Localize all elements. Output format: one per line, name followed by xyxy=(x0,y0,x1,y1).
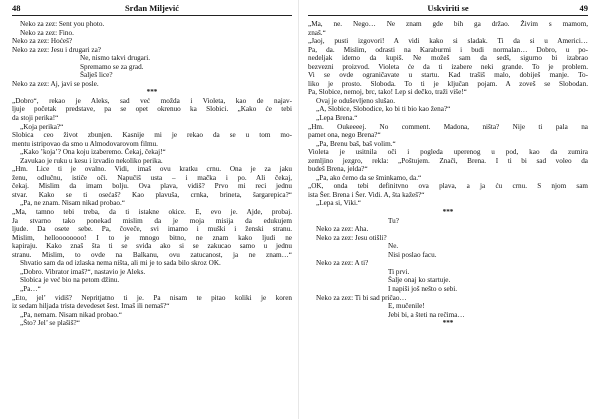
text-line: „A, Slobice, Slobodice, ko bi ti bio kao žena?“ xyxy=(316,105,451,114)
text-line: kapiraju. Kako znaš šta ti se sviđa ako si se zakucao samo u jednu xyxy=(12,242,292,251)
text-line: Shvatio sam da od izlaska nema ništa, ali mi je to sada bilo skroz OK. xyxy=(20,259,221,268)
text-line: Slobica je već bio na petom džinu. xyxy=(20,276,120,285)
text-line: Slobica ceo život zbunjen. Kasnije mi je rekao da se u tom mo- xyxy=(12,131,292,140)
left-page-header xyxy=(12,2,292,14)
text-line: „Dobro“, rekao je Aleks, sad već možda i Violeta, kao de najav- xyxy=(12,96,292,105)
text-line: Neko za zez: Fino. xyxy=(20,28,74,37)
right-page xyxy=(308,0,588,419)
text-line: Mislim, helloooooooo! I to je mnogo bitno, ne znam kako ljudi ne xyxy=(12,233,292,242)
text-line: „OK, onda tebi definitvno ova plava, a ja ću crnu. S njom sam xyxy=(308,182,588,191)
text-line: „Pa, Brenu baš, baš volim.“ xyxy=(316,139,396,148)
text-line: Tu? xyxy=(388,216,399,225)
text-line: iz sedam hiljada trista devedeset šest. Imaš ili nemaš?“ xyxy=(12,302,170,311)
text-line: „Što? Jel’ se plašiš?“ xyxy=(20,319,80,328)
text-line: „Pa, ako ćemo da se šminkamo, da.“ xyxy=(316,173,422,182)
right-page-number: 49 xyxy=(579,3,588,13)
text-line: Vi se ovde ograničavate u startu. Kad trašiš malo, dobiješ manje. To- xyxy=(308,71,588,80)
section-break: *** xyxy=(146,88,158,97)
text-line: Neko za zez: Jesu otišli? xyxy=(316,233,387,242)
text-line: čekaj. Mislim da imam bolju. Ova plava, vidiš? Prvo mi reci jednu xyxy=(12,182,292,191)
text-line: ljude. Da osete sebe. Pa, čoveče, svi imamo i muški i ženski stranu. xyxy=(12,225,292,234)
text-line: Neko za zez: Aha. xyxy=(316,225,369,234)
text-line: Zavukao je ruku u kesu i izvadio nekoliko perika. xyxy=(20,156,163,165)
text-line: da stoji perika!“ xyxy=(12,114,59,123)
text-line: Ovaj je oduševljeno slušao. xyxy=(316,96,396,105)
right-page-text xyxy=(308,20,588,328)
left-page xyxy=(12,0,292,419)
text-line: „Pa, ne znam. Nisam nikad probao.“ xyxy=(20,199,125,208)
page-gutter xyxy=(298,0,299,419)
left-header-rule xyxy=(12,15,292,16)
text-line: „Hm. Lice ti je ovalno. Vidi, imaš ovu kratku crnu. Ona je za jaku xyxy=(12,165,292,174)
text-line: „Koja perika?“ xyxy=(20,122,64,131)
text-line: Ne. xyxy=(388,242,399,251)
text-line: Neko za zez: Hoćeš? xyxy=(12,37,73,46)
text-line: Neko za zez: A ti? xyxy=(316,259,369,268)
text-line: „Lepa si, Viki.“ xyxy=(316,199,361,208)
text-line: „Pa…“ xyxy=(20,284,41,293)
text-line: Neko za zez: Aj, javi se posle. xyxy=(12,79,99,88)
text-line: E, mučenile! xyxy=(388,302,425,311)
right-header-rule xyxy=(308,15,588,16)
text-line: Pa, da. Mislim, odrasti na Karaburmi i budi normalan… Dobro, u po- xyxy=(308,45,588,54)
left-running-head: Srđan Miljević xyxy=(124,3,180,13)
text-line: zemljino jezgro, rekla: „Poštujem. Znači, Brena. I ti bi sad voleo da xyxy=(308,156,588,165)
text-line: „Jaoj, pusti izgovori! A vidi kako si sladak. Ti da si u Americi… xyxy=(308,37,588,46)
text-line: „Kako ’koja’? Ona koju izaberemo. Čekaj, čekaj!“ xyxy=(20,148,166,157)
text-line: stranu. Mislim, to ovde na Balkanu, ovu zatucanost, ja ne znam…“ xyxy=(12,250,292,259)
text-line: Šalje onaj ko startuje. xyxy=(388,276,451,285)
left-page-number: 48 xyxy=(12,3,21,13)
left-page-text xyxy=(12,20,292,328)
text-line: mentu istripovao da smo u Almodovarovom filmu. xyxy=(12,139,158,148)
text-line: „Dobro. Vibrator imaš?“, nastavio je Aleks. xyxy=(20,267,146,276)
text-line: Jebi bi, a šteti na rečima… xyxy=(388,310,465,319)
text-line: Neko za zez: Sent you photo. xyxy=(20,20,105,28)
text-line: Ne, nismo takvi drugari. xyxy=(80,54,151,63)
text-line: Nisi poslao facu. xyxy=(388,250,437,259)
text-line: „Ma, tamno tebi treba, da ti istakne okice. E, evo je. Ajde, probaj. xyxy=(12,208,292,217)
text-line: Šalješ lice? xyxy=(80,71,113,80)
right-running-head: Uskviriti se xyxy=(427,3,469,13)
text-line: ženu, odlučnu, ističe oči. Napučiš usta – i mačka i po. Ali čekaj, xyxy=(12,173,292,182)
text-line: „Lepa Brena.“ xyxy=(316,114,358,123)
text-line: „Eto, jel’ vidiš? Nepritjatno ti je. Pa nisam te pitao koliki je koren xyxy=(12,293,292,302)
text-line: nedeljak idemo da kupiš. Ne možeš sam da sedš, sigurno bi izabrao xyxy=(308,54,588,63)
text-line: bezvezni proizvod. Violeta će da ti izabere neki grande. To je problem. xyxy=(308,62,588,71)
text-line: ista Šer. Brena i Šer. Vidi. A, šta kažeš?“ xyxy=(308,190,425,199)
text-line: Ti prvi. xyxy=(388,267,410,276)
text-line: budeš Brena, jelda?“ xyxy=(308,165,368,174)
text-line: „Ma, ne. Nego… Ne znam gde bih ga držao. Živim s mamom, xyxy=(308,20,588,28)
text-line: Pa, Slobice, nemoj, brc, tako! Lep si dečko, traži više!“ xyxy=(308,88,467,97)
text-line: znaš.“ xyxy=(308,28,326,37)
text-line: „Hm. Oukeeeej. No comment. Madona, ništa? Nije ti pala na xyxy=(308,122,588,131)
text-line: Ja stvarno tako ponekad mislim da je moja misija da edukujem xyxy=(12,216,292,225)
section-break: *** xyxy=(442,208,454,217)
section-break: *** xyxy=(442,319,454,328)
right-page-header xyxy=(308,2,588,14)
text-line: Neko za zez: Ti bi sad pričao… xyxy=(316,293,407,302)
text-line: pamet ona, nego Brena?“ xyxy=(308,131,381,140)
text-line: Neko za zez: Jesu i drugari za? xyxy=(12,45,101,54)
text-line: Violeta je usitnila oči i pogleda uperenog u pod, kao da zumira xyxy=(308,148,588,157)
text-line: liko je prosto. Sloboda. To ti je ključan pojam. A zoveš se Slobodan. xyxy=(308,79,588,88)
text-line: I napiši još nešto o sebi. xyxy=(388,284,458,293)
text-line: „Pa, nemam. Nisam nikad probao.“ xyxy=(20,310,122,319)
text-line: stvar. Kako se ti osećaš? Kao plavuša, crnka, brineta, šargarepica?“ xyxy=(12,190,292,199)
text-line: Spremamo se za grad. xyxy=(80,62,144,71)
text-line: ljuje početak predstave, pa se opet okrenuo ka Slobici. „Kako će tebi xyxy=(12,105,292,114)
